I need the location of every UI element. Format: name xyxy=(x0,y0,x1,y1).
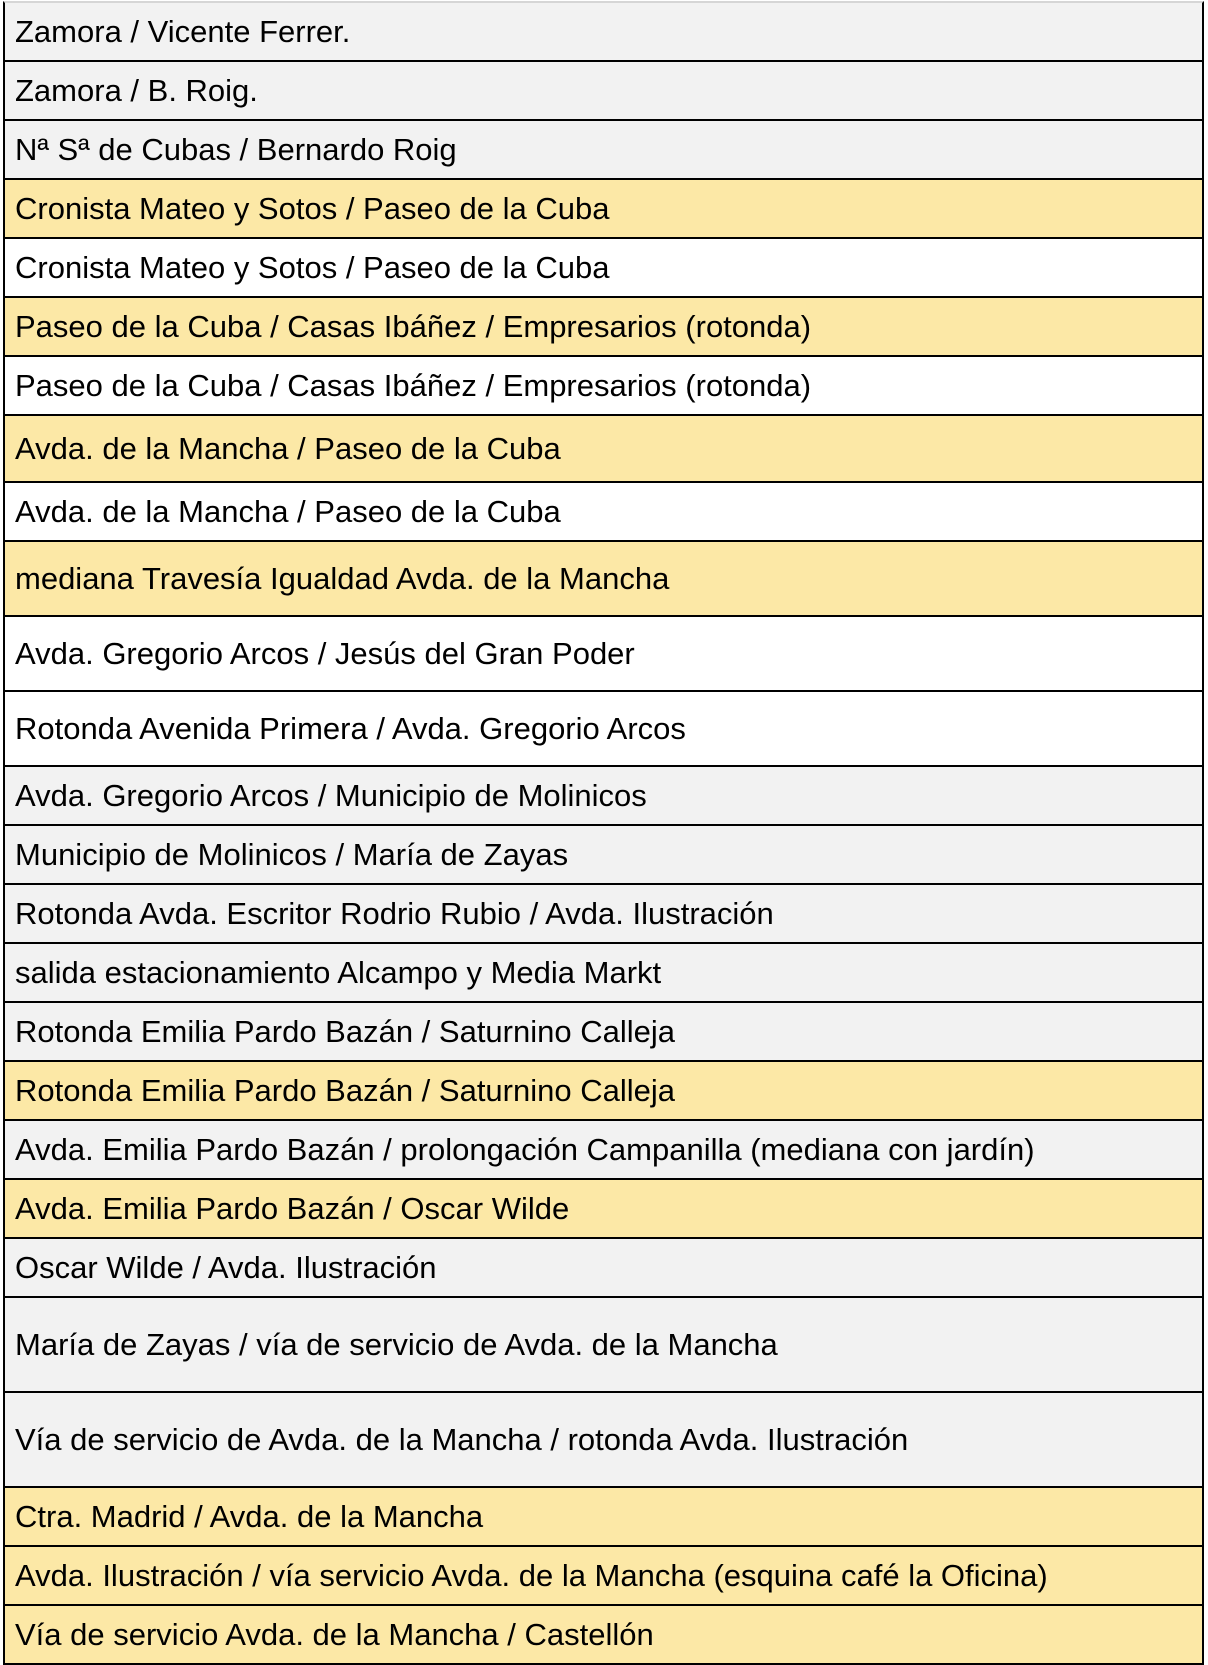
table-row: Rotonda Avda. Escritor Rodrio Rubio / Avda. Ilustración xyxy=(5,885,1202,944)
table-row: Avda. Gregorio Arcos / Jesús del Gran Poder xyxy=(5,617,1202,692)
table-row: Avda. de la Mancha / Paseo de la Cuba xyxy=(5,416,1202,483)
table-row: Vía de servicio Avda. de la Mancha / Castellón xyxy=(5,1606,1202,1665)
table-row: Ctra. Madrid / Avda. de la Mancha xyxy=(5,1488,1202,1547)
table-row: Rotonda Emilia Pardo Bazán / Saturnino Calleja xyxy=(5,1062,1202,1121)
table-row: salida estacionamiento Alcampo y Media Markt xyxy=(5,944,1202,1003)
table-row: Oscar Wilde / Avda. Ilustración xyxy=(5,1239,1202,1298)
table-row: Avda. Emilia Pardo Bazán / Oscar Wilde xyxy=(5,1180,1202,1239)
table-row: Paseo de la Cuba / Casas Ibáñez / Empresarios (rotonda) xyxy=(5,357,1202,416)
table-row: Avda. Ilustración / vía servicio Avda. de la Mancha (esquina café la Oficina) xyxy=(5,1547,1202,1606)
table-row: María de Zayas / vía de servicio de Avda. de la Mancha xyxy=(5,1298,1202,1393)
table-row: Avda. de la Mancha / Paseo de la Cuba xyxy=(5,483,1202,542)
table-row: Cronista Mateo y Sotos / Paseo de la Cuba xyxy=(5,239,1202,298)
table-row: Rotonda Emilia Pardo Bazán / Saturnino Calleja xyxy=(5,1003,1202,1062)
table-row: Avda. Gregorio Arcos / Municipio de Molinicos xyxy=(5,767,1202,826)
locations-table xyxy=(3,1,1204,1665)
table-row: Nª Sª de Cubas / Bernardo Roig xyxy=(5,121,1202,180)
table-row: Cronista Mateo y Sotos / Paseo de la Cuba xyxy=(5,180,1202,239)
table-row: Avda. Emilia Pardo Bazán / prolongación Campanilla (mediana con jardín) xyxy=(5,1121,1202,1180)
table-row: mediana Travesía Igualdad Avda. de la Mancha xyxy=(5,542,1202,617)
table-row: Zamora / B. Roig. xyxy=(5,62,1202,121)
table-row: Rotonda Avenida Primera / Avda. Gregorio Arcos xyxy=(5,692,1202,767)
table-row: Municipio de Molinicos / María de Zayas xyxy=(5,826,1202,885)
table-row: Vía de servicio de Avda. de la Mancha / rotonda Avda. Ilustración xyxy=(5,1393,1202,1488)
table-row: Zamora / Vicente Ferrer. xyxy=(5,3,1202,62)
table-row: Paseo de la Cuba / Casas Ibáñez / Empresarios (rotonda) xyxy=(5,298,1202,357)
